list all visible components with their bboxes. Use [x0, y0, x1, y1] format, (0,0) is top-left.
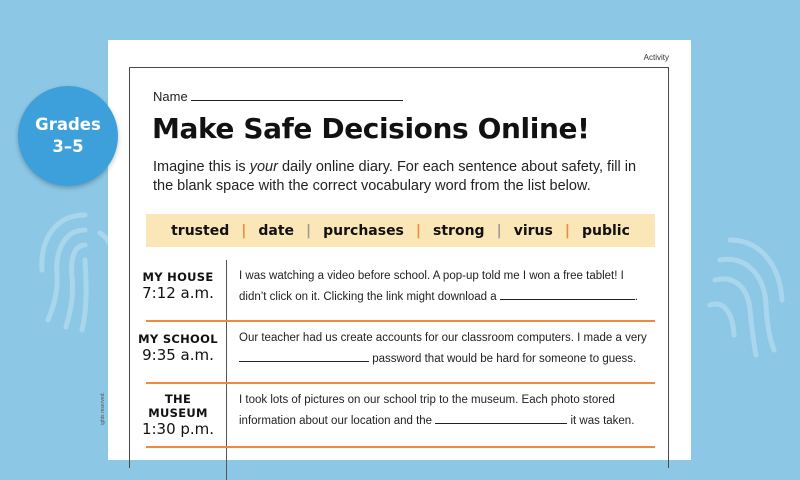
entry-text: Our teacher had us create accounts for our classroom computers. I made a very: [239, 332, 647, 344]
answer-blank[interactable]: [500, 288, 635, 300]
word-trusted: trusted: [171, 222, 230, 239]
instructions-part: Imagine this is: [153, 159, 250, 175]
time-label: 7:12 a.m.: [142, 284, 214, 302]
entry-text: it was taken.: [567, 415, 635, 427]
name-field: [153, 89, 403, 104]
place-label: MY SCHOOL: [138, 332, 218, 346]
row-divider: [146, 382, 655, 384]
place-label: MY HOUSE: [142, 270, 214, 284]
worksheet-frame: [129, 67, 669, 468]
worksheet-page: [100, 40, 691, 460]
separator: |: [564, 222, 570, 239]
name-label: Name: [153, 89, 188, 104]
row-divider: [146, 446, 655, 448]
word-public: public: [581, 222, 630, 239]
instructions: [153, 158, 653, 196]
diary-entry: [239, 390, 651, 432]
place-label-line2: MUSEUM: [148, 406, 208, 420]
entry-text: I was watching a video before school. A pop-up told me I won a free tablet! I didn’t click on it. Clicking the link might download a: [239, 270, 624, 303]
separator: |: [241, 222, 247, 239]
place-label-line1: THE: [164, 392, 192, 406]
activity-tag: Activity: [643, 53, 669, 62]
word-bank: [146, 214, 655, 247]
instructions-emphasis: your: [249, 159, 278, 175]
badge-line1: Grades: [35, 115, 101, 134]
grades-badge: [18, 86, 118, 186]
worksheet-title: Make Safe Decisions Online!: [152, 112, 590, 145]
entry-text: password that would be hard for someone to guess.: [369, 353, 637, 365]
word-virus: virus: [513, 222, 553, 239]
separator: |: [496, 222, 502, 239]
answer-blank[interactable]: [435, 412, 567, 424]
entry-text: .: [634, 291, 638, 303]
word-date: date: [258, 222, 294, 239]
badge-line2: 3–5: [52, 137, 84, 156]
entry-text: I took lots of pictures on our school trip to the museum. Each photo stored information about our location and the: [239, 394, 615, 427]
separator: |: [306, 222, 312, 239]
diary-entry: [239, 266, 651, 308]
diary-entry: [239, 328, 651, 370]
time-label: 9:35 a.m.: [142, 346, 214, 364]
fingerprint-right-icon: [690, 220, 800, 360]
row-divider: [146, 320, 655, 322]
word-strong: strong: [433, 222, 485, 239]
answer-blank[interactable]: [239, 350, 369, 362]
separator: |: [415, 222, 422, 239]
word-purchases: purchases: [323, 222, 404, 239]
instructions-part: daily online diary. For each sentence about safety, fill in the blank space with the correct vocabulary word from the list below.: [153, 159, 637, 194]
rights-note: ights reserved.: [100, 392, 106, 425]
name-blank: [191, 90, 403, 101]
time-label: 1:30 p.m.: [141, 420, 215, 438]
